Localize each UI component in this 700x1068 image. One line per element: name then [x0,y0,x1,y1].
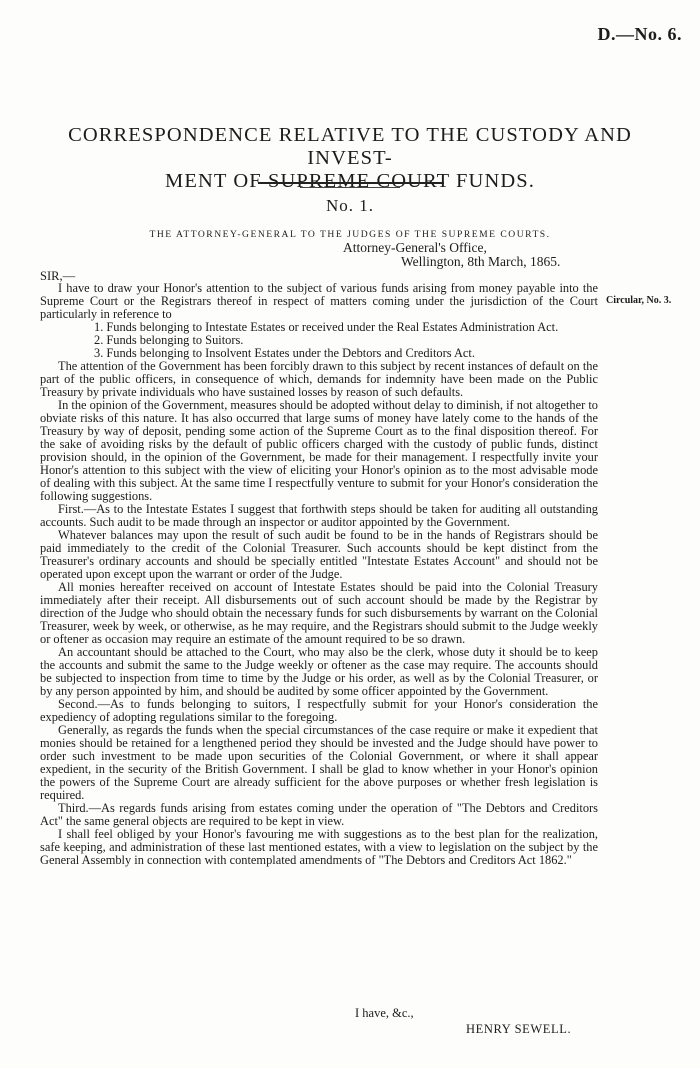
title-line-2: MENT OF SUPREME COURT FUNDS. [165,170,535,192]
body-paragraph: Generally, as regards the funds when the special circumstances of the case require or make it expedient that monies should be retained for a lengthened period they should be invested and the Judge should have power to order such investment to be made upon securities of the Colonial Government, or where it shall appear expedient, in the security of the British Government. I shall be glad to know whether in your Honor's opinion the powers of the Supreme Court are already sufficient for the above purposes or whether fresh legislation is required. [40,723,598,802]
list-item: 2. Funds belonging to Suitors. [94,333,244,347]
title-line-1: CORRESPONDENCE RELATIVE TO THE CUSTODY AND INVEST- [68,124,632,169]
body-paragraph: In the opinion of the Government, measures should be adopted without delay to diminish, if not altogether to obviate risks of this nature. It has also occurred that large sums of money have lately come to the hands of the Treasury by way of deposit, pending some action of the Supreme Court as to the final disposition thereof. For the sake of avoiding risks by the default of public officers charged with the custody of public funds, distinct provision should, in the opinion of the Government, be made for their management. I respectfully invite your Honor's attention to this subject with the view of eliciting your Honor's opinion as to the most advisable mode of dealing with this subject. At the same time I respectfully venture to submit for your Honor's consideration the following suggestions. [40,398,598,503]
body-paragraph: The attention of the Government has been forcibly drawn to this subject by recent instances of default on the part of the public officers, in consequence of which, demands for indemnity have been made on the Public Treasury by private individuals who have sustained losses by reason of such defaults. [40,359,598,399]
addressee-line: THE ATTORNEY-GENERAL TO THE JUDGES OF THE SUPREME COURTS. [149,229,551,240]
title-rule-short [300,187,400,188]
sender-office: Attorney-General's Office, [343,240,487,255]
salutation: SIR,— [40,269,76,283]
list-item: 1. Funds belonging to Intestate Estates or received under the Real Estates Administration Act. [94,320,559,334]
margin-note: Circular, No. 3. [606,295,672,306]
body-paragraph: I shall feel obliged by your Honor's favouring me with suggestions as to the best plan for the realization, safe keeping, and administration of these last mentioned estates, with a view to legislation on the subject by the General Assembly in connection with contemplated amendments of "The Debtors and Creditors Act 1862." [40,827,598,867]
body-paragraph: Third.—As regards funds arising from estates coming under the operation of "The Debtors and Creditors Act" the same general objects are required to be kept in view. [40,801,598,828]
body-paragraph: Second.—As to funds belonging to suitors, I respectfully submit for your Honor's consideration the expediency of adopting regulations similar to the foregoing. [40,697,598,724]
body-paragraph: First.—As to the Intestate Estates I suggest that forthwith steps should be taken for auditing all outstanding accounts. Such audit to be made through an inspector or auditor appointed by the Government. [40,502,598,529]
closing: I have, &c., [355,1006,414,1020]
document-number: No. 1. [325,196,375,215]
sender-place-date: Wellington, 8th March, 1865. [401,254,561,269]
document-reference: D.—No. 6. [597,24,682,44]
body-paragraph: Whatever balances may upon the result of such audit be found to be in the hands of Registrars should be paid immediately to the credit of the Colonial Treasurer. Such accounts should be kept distinct from the Treasurer's ordinary accounts and should be specially entitled "Intestate Estates Account" and should not be operated upon except upon the warrant or order of the Judge. [40,528,598,581]
body-paragraph: An accountant should be attached to the Court, who may also be the clerk, whose duty it should be to keep the accounts and submit the same to the Judge weekly or oftener as the case may require. The accounts should be subjected to inspection from time to time by the Judge or his order, as well as by the Colonial Treasurer, or by any person appointed by him, and should be audited by some officer appointed by the Government. [40,645,598,698]
fund-list [40,321,598,360]
list-item: 3. Funds belonging to Insolvent Estates under the Debtors and Creditors Act. [94,346,475,360]
signature: HENRY SEWELL. [466,1022,572,1036]
body-paragraph: All monies hereafter received on account of Intestate Estates should be paid into the Colonial Treasury immediately after their receipt. All disbursements out of such account should be made by the Registrar by direction of the Judge who should obtain the necessary funds for such disbursements by warrant on the Colonial Treasurer, week by week, or otherwise, as he may require, and the Registrars should submit to the Judge weekly or oftener as occasion may require an estimate of the amount required to be so drawn. [40,580,598,646]
sender-block [343,241,560,269]
intro-paragraph: I have to draw your Honor's attention to the subject of various funds arising from money payable into the Supreme Court or the Registrars thereof in respect of matters coming under the jurisdiction of the Court particularly in reference to [40,281,598,321]
letter-body [40,282,598,867]
title-rule [258,182,444,184]
